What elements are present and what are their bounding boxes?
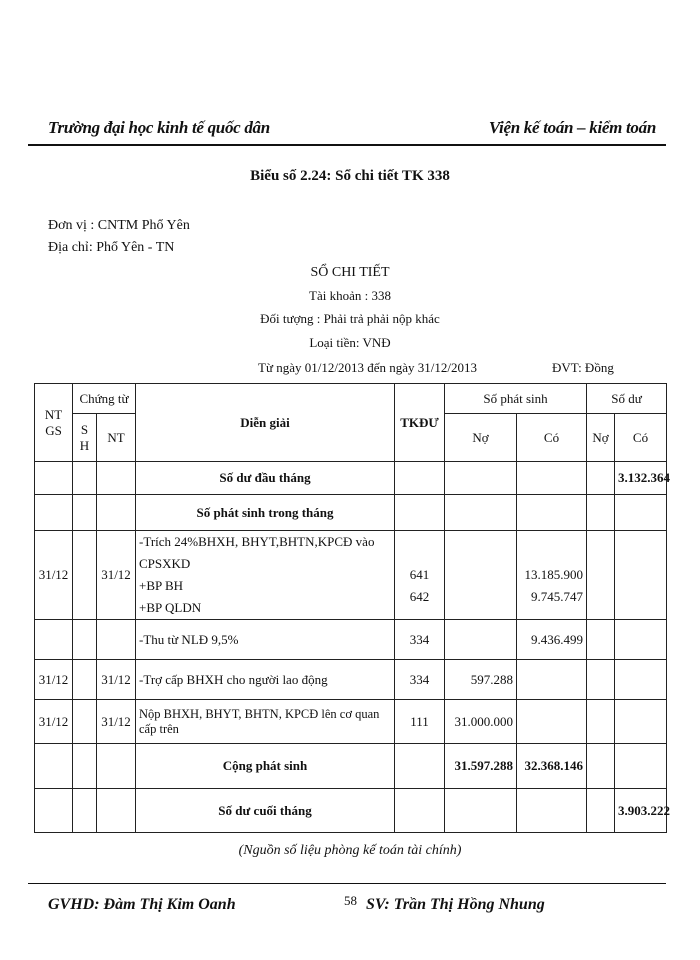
col-dien-giai: Diễn giải: [136, 384, 395, 462]
row-date: 31/12: [35, 700, 73, 744]
header-rule: [28, 144, 666, 146]
row-desc: Nộp BHXH, BHYT, BHTN, KPCĐ lên cơ quan cấp trên: [136, 700, 395, 744]
row-no: 31.000.000: [445, 700, 517, 744]
opening-row: [35, 462, 667, 495]
opening-label: Số dư đầu tháng: [136, 462, 395, 495]
col-nt: NT: [97, 414, 136, 462]
col-so-du: Số dư: [587, 384, 667, 414]
ledger-title: SỔ CHI TIẾT: [310, 265, 390, 280]
header-school: Trường đại học kinh tế quốc dân: [48, 118, 270, 137]
row-tk: [395, 531, 445, 620]
col-du-co: Có: [615, 414, 667, 462]
row-tk: 334: [395, 660, 445, 700]
document-title: Biểu số 2.24: Sổ chi tiết TK 338: [250, 168, 450, 184]
row-date: 31/12: [35, 531, 73, 620]
row-nt: 31/12: [97, 660, 136, 700]
row-nt: 31/12: [97, 700, 136, 744]
row-no: 597.288: [445, 660, 517, 700]
row-tk: 334: [395, 620, 445, 660]
table-row: [35, 531, 667, 620]
row-desc-line: +BP QLDN: [139, 600, 202, 615]
opening-balance: 3.132.364: [615, 462, 667, 495]
row-desc: -Trợ cấp BHXH cho người lao động: [136, 660, 395, 700]
in-month-row: [35, 495, 667, 531]
closing-label: Số dư cuối tháng: [136, 789, 395, 833]
ledger-table: [34, 383, 671, 833]
col-du-no: Nợ: [587, 414, 615, 462]
source-note: (Nguồn số liệu phòng kế toán tài chính): [238, 843, 462, 858]
header-institute: Viện kế toán – kiểm toán: [488, 118, 656, 137]
row-co-line: 9.745.747: [531, 589, 584, 604]
ledger-unit: ĐVT: Đồng: [552, 360, 614, 375]
footer-supervisor: GVHD: Đàm Thị Kim Oanh: [48, 896, 236, 913]
ledger-subject: Đối tượng : Phải trả phải nộp khác: [260, 311, 440, 326]
row-co: [517, 531, 587, 620]
col-co: Có: [517, 414, 587, 462]
footer-student: SV: Trần Thị Hồng Nhung: [366, 896, 545, 913]
row-desc: [136, 531, 395, 620]
ledger-account: Tài khoản : 338: [309, 288, 391, 303]
table-row: [35, 660, 667, 700]
unit-label: Đơn vị : CNTM Phổ Yên: [48, 218, 190, 233]
row-desc-line: -Trích 24%BHXH, BHYT,BHTN,KPCĐ vào CPSXKD: [139, 534, 375, 571]
row-co: 9.436.499: [517, 620, 587, 660]
closing-balance: 3.903.222: [615, 789, 667, 833]
table-row: [35, 620, 667, 660]
col-nt-gs: NT GS: [35, 384, 73, 462]
in-month-label: Số phát sinh trong tháng: [136, 495, 395, 531]
total-no: 31.597.288: [445, 744, 517, 789]
col-tkdu: TKĐƯ: [395, 384, 445, 462]
col-no: Nợ: [445, 414, 517, 462]
footer-rule: [28, 883, 666, 884]
col-sh: S H: [73, 414, 97, 462]
address-label: Địa chỉ: Phổ Yên - TN: [48, 240, 175, 255]
row-tk-line: 641: [409, 567, 430, 582]
row-tk-line: 642: [409, 589, 430, 604]
col-so-phat-sinh: Số phát sinh: [445, 384, 587, 414]
total-co: 32.368.146: [517, 744, 587, 789]
total-row: [35, 744, 667, 789]
ledger-currency: Loại tiền: VNĐ: [309, 335, 391, 350]
row-co-line: 13.185.900: [524, 567, 584, 582]
col-chung-tu: Chứng từ: [73, 384, 136, 414]
row-date: 31/12: [35, 660, 73, 700]
table-row: [35, 700, 667, 744]
closing-row: [35, 789, 667, 833]
row-nt: 31/12: [97, 531, 136, 620]
row-desc-line: +BP BH: [139, 578, 184, 593]
total-label: Cộng phát sinh: [136, 744, 395, 789]
ledger-period: Từ ngày 01/12/2013 đến ngày 31/12/2013: [258, 360, 477, 375]
row-tk: 111: [395, 700, 445, 744]
row-desc: -Thu từ NLĐ 9,5%: [136, 620, 395, 660]
page-number: 58: [344, 893, 357, 908]
